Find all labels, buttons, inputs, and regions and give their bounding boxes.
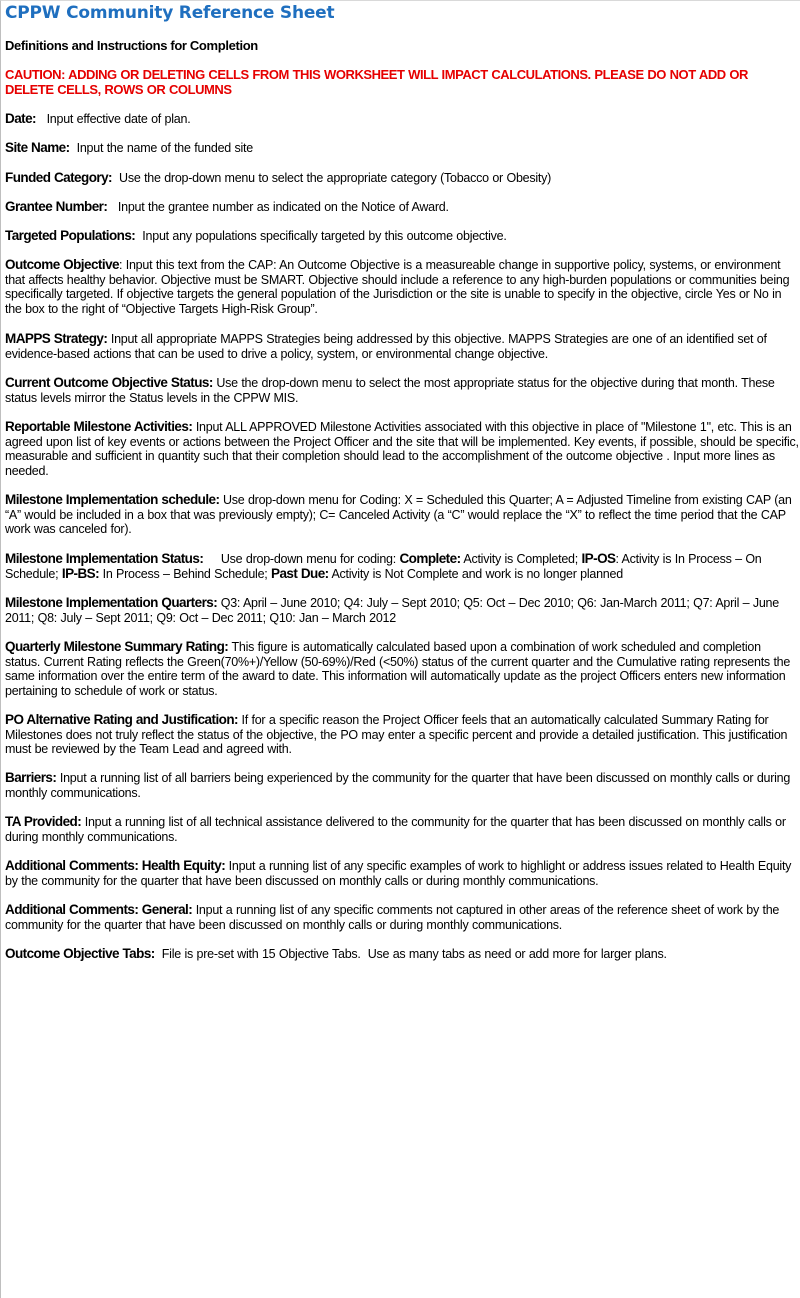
caution-warning: CAUTION: ADDING OR DELETING CELLS FROM THIS WORKSHEET WILL IMPACT CALCULATIONS. PLEASE DO NOT ADD OR DELETE CELLS, ROWS OR COLUMNS <box>5 67 748 97</box>
definition-text: Input the name of the funded site <box>69 141 253 155</box>
definition-text: Activity is Completed; <box>460 552 582 566</box>
definition-text: Input a running list of any specific comments not captured in other areas of the reference sheet of work by the community for the quarter that have been discussed on monthly calls or during monthly communications. <box>5 903 780 932</box>
definition-grantee-number <box>5 200 799 215</box>
definition-text: Input ALL APPROVED Milestone Activities associated with this objective in place of "Milestone 1", etc. This is an agreed upon list of key events or actions between the Project Officer and the site that will be implemented. Key events, if possible, should be specific, measurable and sufficient in quantity such that their completion should lead to the accomplishment of the outcome objective . Input more lines as needed. <box>5 420 799 478</box>
definition-text: Q3: April – June 2010; Q4: July – Sept 2010; Q5: Oct – Dec 2010; Q6: Jan-March 2011; Q7: April – June 2011; Q8: July – Sept 2011; Q9: Oct – Dec 2011; Q10: Jan – March 2012 <box>5 596 779 625</box>
definition-implementation-schedule <box>5 493 799 537</box>
definition-text: Use the drop-down menu to select the appropriate category (Tobacco or Obesity) <box>112 171 552 185</box>
definition-label: Outcome Objective <box>5 257 119 272</box>
definition-implementation-status <box>5 552 799 581</box>
definition-text: Input the grantee number as indicated on the Notice of Award. <box>107 200 449 214</box>
definition-label: Reportable Milestone Activities: <box>5 419 193 434</box>
definition-label: Targeted Populations: <box>5 228 136 243</box>
definition-text: In Process – Behind Schedule; <box>99 566 272 581</box>
definition-label: PO Alternative Rating and Justification: <box>5 712 238 727</box>
definition-funded-category <box>5 171 799 186</box>
status-code-past-due: Past Due: <box>271 565 329 581</box>
definition-label: MAPPS Strategy: <box>5 331 108 346</box>
status-code-complete: Complete: <box>399 551 461 566</box>
definition-text: Input a running list of all technical assistance delivered to the community for the quarter that has been discussed on monthly calls or during monthly communications. <box>5 815 786 844</box>
definition-label: Quarterly Milestone Summary Rating: <box>5 639 229 654</box>
definition-mapps-strategy <box>5 332 799 361</box>
definition-targeted-populations <box>5 229 799 244</box>
page-title: CPPW Community Reference Sheet <box>5 3 335 23</box>
definition-text: Use drop-down menu for Coding: X = Scheduled this Quarter; A = Adjusted Timeline from existing CAP (an “A” would be included in a box that was previously empty); C= Canceled Activity (a “C” would replace the “X” to reflect the time period that the CAP work was canceled for). <box>5 493 792 537</box>
definition-text: Activity is Not Complete and work is no longer planned <box>328 566 623 581</box>
definition-implementation-quarters <box>5 596 799 625</box>
section-heading: Definitions and Instructions for Completion <box>5 38 258 53</box>
definition-label: Additional Comments: Health Equity: <box>5 858 226 873</box>
definition-outcome-objective <box>5 258 799 316</box>
definition-health-equity <box>5 859 799 888</box>
definition-text: : Input this text from the CAP: An Outcome Objective is a measureable change in supportive policy, systems, or environment that affects healthy behavior. Objective must be SMART. Objective should include a reference to any high-burden populations or communities being specifically targeted. If objective targets the general population of the Jurisdiction or the site is unable to specify in the objective, circle Yes or No in the box to the right of “Objective Targets High-Risk Group”. <box>5 258 790 316</box>
definition-text: Input a running list of all barriers being experienced by the community for the quarter that have been discussed on monthly calls or during monthly communications. <box>5 771 791 800</box>
definition-label: Grantee Number: <box>5 199 108 214</box>
definition-label: Additional Comments: General: <box>5 902 193 917</box>
definition-text: Input a running list of any specific examples of work to highlight or address issues related to Health Equity by the community for the quarter that have been discussed on monthly calls or during monthly communications. <box>5 859 792 888</box>
definition-label: Site Name: <box>5 140 70 155</box>
status-code-ip-bs: IP-BS: <box>61 565 100 581</box>
definition-label: Milestone Implementation Quarters: <box>5 595 218 610</box>
definition-barriers <box>5 771 799 800</box>
definition-label: TA Provided: <box>5 814 82 829</box>
definition-label: Outcome Objective Tabs: <box>5 946 155 961</box>
definition-label: Funded Category: <box>5 170 113 185</box>
definition-text: Input all appropriate MAPPS Strategies being addressed by this objective. MAPPS Strategies are one of an identified set of evidence-based actions that can be used to drive a policy, system, or environmental change objective. <box>5 332 767 361</box>
definition-general-comments <box>5 903 799 932</box>
definition-site-name <box>5 141 799 156</box>
definition-objective-tabs <box>5 947 799 962</box>
definition-current-status <box>5 376 799 405</box>
definition-po-rating <box>5 713 799 757</box>
definition-label: Milestone Implementation schedule: <box>5 492 220 507</box>
definition-label: Date: <box>5 111 37 126</box>
definition-text: Use drop-down menu for coding: <box>203 552 400 566</box>
definition-ta-provided <box>5 815 799 844</box>
definition-text: If for a specific reason the Project Officer feels that an automatically calculated Summary Rating for Milestones does not truly reflect the status of the objective, the PO may enter a specific percent and provide a detailed justification. This justification must be reviewed by the Team Lead and agreed with. <box>5 713 788 757</box>
definition-label: Current Outcome Objective Status: <box>5 375 213 390</box>
status-code-ip-os: IP-OS <box>581 551 616 566</box>
definition-label: Milestone Implementation Status: <box>5 551 204 566</box>
definition-summary-rating <box>5 640 799 698</box>
definition-text: File is pre-set with 15 Objective Tabs. Use as many tabs as need or add more for larger plans. <box>154 947 667 961</box>
definition-date <box>5 112 799 127</box>
definition-label: Barriers: <box>5 770 57 785</box>
definition-reportable-milestones <box>5 420 799 478</box>
definition-text: Input any populations specifically targeted by this outcome objective. <box>135 229 507 243</box>
definition-text: This figure is automatically calculated based upon a combination of work scheduled and completion status. Current Rating reflects the Green(70%+)/Yellow (50-69%)/Red (<50%) status of the current quarter and the Cumulative rating represents the same information over the entire term of the award to date. This information will automatically update as the project Officers enters new information pertaining to schedule of work or status. <box>5 640 791 698</box>
definition-text: : Activity is In Process – On Schedule; <box>5 552 762 581</box>
definition-text: Use the drop-down menu to select the most appropriate status for the objective during that month. These status levels mirror the Status levels in the CPPW MIS. <box>5 376 775 405</box>
definition-text: Input effective date of plan. <box>36 112 191 126</box>
